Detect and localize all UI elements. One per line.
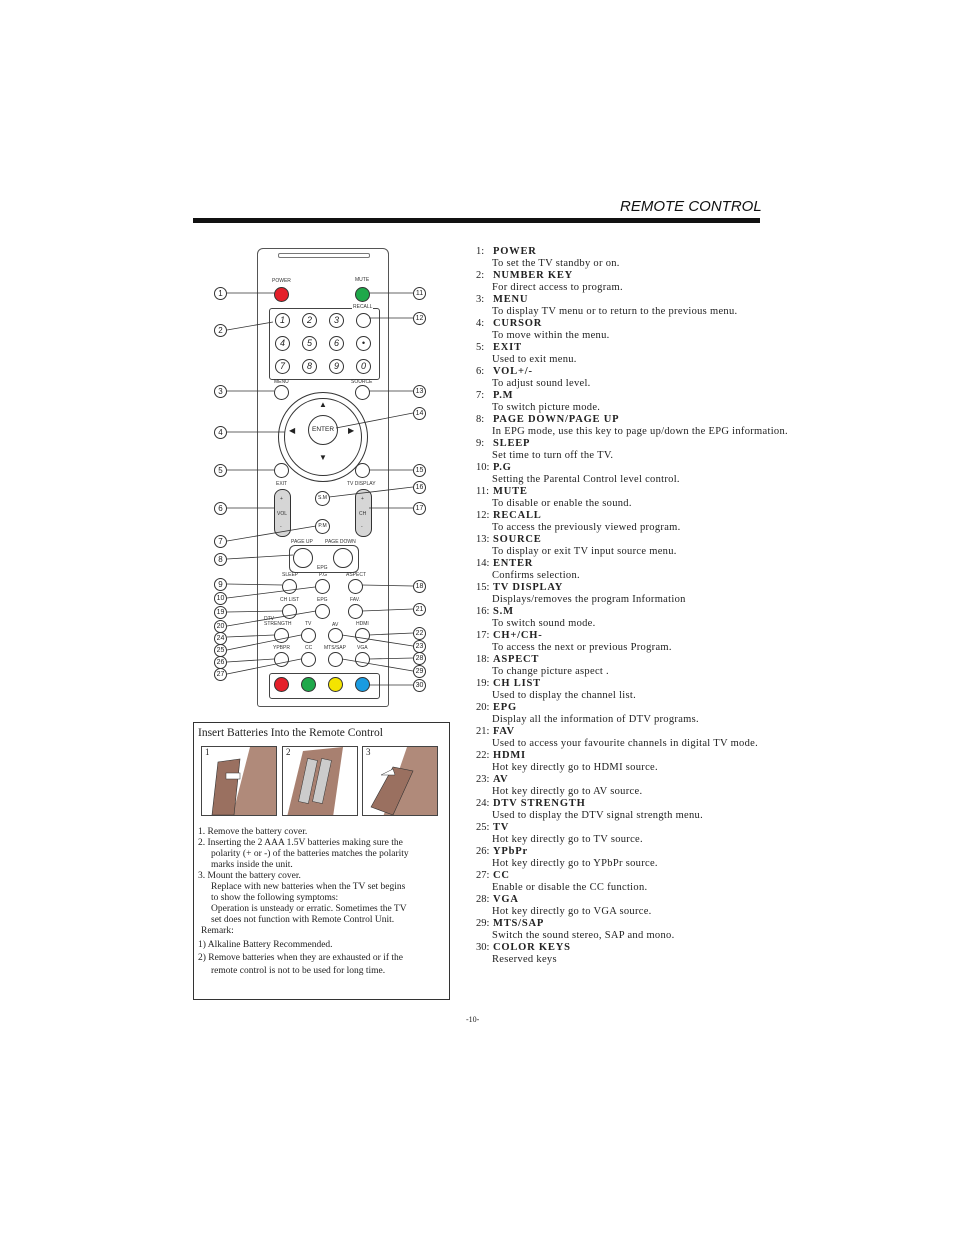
callout-7: 7 xyxy=(214,535,227,548)
page-number: -10- xyxy=(466,1015,480,1024)
item-description: Used to exit menu. xyxy=(492,354,577,365)
battery-step-line: to show the following symptoms: xyxy=(211,893,339,903)
item-number: 6: xyxy=(476,366,485,377)
item-number: 23: xyxy=(476,774,490,785)
item-number: 17: xyxy=(476,630,490,641)
key-description-item xyxy=(476,918,946,942)
item-description: To switch picture mode. xyxy=(492,402,601,413)
cursor-up-icon: ▲ xyxy=(319,400,327,409)
fav-label: FAV. xyxy=(350,597,361,603)
ch-list-label: CH LIST xyxy=(280,597,300,603)
ch-label: CH xyxy=(359,511,367,517)
key-description-item xyxy=(476,342,946,366)
key-description-item xyxy=(476,798,946,822)
item-title: MTS/SAP xyxy=(493,918,545,929)
vol-minus-label: - xyxy=(280,524,282,530)
ch-minus-label: - xyxy=(361,524,363,530)
callout-24: 24 xyxy=(214,632,227,645)
item-title: ENTER xyxy=(493,558,534,569)
item-description: To display or exit TV input source menu. xyxy=(492,546,677,557)
item-title: POWER xyxy=(493,246,537,257)
item-title: CC xyxy=(493,870,510,881)
tv-label: TV xyxy=(305,621,312,627)
item-description: To disable or enable the sound. xyxy=(492,498,632,509)
callout-22: 22 xyxy=(413,627,426,640)
mute-label: MUTE xyxy=(355,277,370,283)
item-number: 21: xyxy=(476,726,490,737)
key-description-item xyxy=(476,606,946,630)
item-description: For direct access to program. xyxy=(492,282,623,293)
key-description-item xyxy=(476,390,946,414)
callout-14: 14 xyxy=(413,407,426,420)
item-title: FAV xyxy=(493,726,515,737)
key-6: 6 xyxy=(329,336,344,351)
callout-18: 18 xyxy=(413,580,426,593)
item-description: Confirms selection. xyxy=(492,570,580,581)
key-description-item xyxy=(476,318,946,342)
item-description: To display TV menu or to return to the previous menu. xyxy=(492,306,738,317)
callout-28: 28 xyxy=(413,652,426,665)
key-description-item xyxy=(476,630,946,654)
item-title: EPG xyxy=(493,702,517,713)
battery-step-number: 1 xyxy=(205,747,210,757)
item-number: 28: xyxy=(476,894,490,905)
item-number: 30: xyxy=(476,942,490,953)
tv-display-label: TV DISPLAY xyxy=(347,481,376,487)
key-description-item xyxy=(476,822,946,846)
item-description: Used to display the DTV signal strength menu. xyxy=(492,810,704,821)
item-title: P.G xyxy=(493,462,512,473)
item-number: 3: xyxy=(476,294,485,305)
key-description-item xyxy=(476,582,946,606)
key-description-item xyxy=(476,654,946,678)
item-title: VGA xyxy=(493,894,519,905)
battery-instructions-box xyxy=(193,722,450,1000)
item-description: To set the TV standby or on. xyxy=(492,258,620,269)
key-description-item xyxy=(476,678,946,702)
av-label: AV xyxy=(332,622,339,628)
battery-step-number: 2 xyxy=(286,747,291,757)
menu-label: MENU xyxy=(274,379,289,385)
item-number: 5: xyxy=(476,342,485,353)
item-title: AV xyxy=(493,774,509,785)
remark-line: remote control is not to be used for long time. xyxy=(211,966,386,976)
callout-16: 16 xyxy=(413,481,426,494)
item-description: To adjust sound level. xyxy=(492,378,591,389)
item-number: 12: xyxy=(476,510,490,521)
enter-button: ENTER xyxy=(308,415,338,445)
battery-step-line: marks inside the unit. xyxy=(211,860,293,870)
callout-12: 12 xyxy=(413,312,426,325)
key-description-item xyxy=(476,486,946,510)
item-number: 10: xyxy=(476,462,490,473)
key-description-item xyxy=(476,726,946,750)
sleep-label: SLEEP xyxy=(282,572,299,578)
key-description-item xyxy=(476,750,946,774)
item-number: 4: xyxy=(476,318,485,329)
item-title: TV DISPLAY xyxy=(493,582,564,593)
key-description-item xyxy=(476,270,946,294)
item-description: To access the previously viewed program. xyxy=(492,522,681,533)
ypbpr-label: YPBPR xyxy=(273,645,290,651)
key-description-item xyxy=(476,870,946,894)
item-description: Display all the information of DTV programs. xyxy=(492,714,699,725)
key-description-item xyxy=(476,558,946,582)
battery-cover-icon xyxy=(202,747,277,816)
key-5: 5 xyxy=(302,336,317,351)
item-title: SOURCE xyxy=(493,534,542,545)
page-up-label: PAGE UP xyxy=(291,539,313,545)
pg-label: P.G xyxy=(319,572,327,578)
callout-2: 2 xyxy=(214,324,227,337)
item-description: Displays/removes the program Information xyxy=(492,594,686,605)
key-4: 4 xyxy=(275,336,290,351)
cursor-down-icon: ▼ xyxy=(319,453,327,462)
remark-line: 2) Remove batteries when they are exhausted or if the xyxy=(198,953,403,963)
callout-3: 3 xyxy=(214,385,227,398)
key-dot: • xyxy=(356,336,371,351)
remark-label: Remark: xyxy=(201,926,234,936)
callout-21: 21 xyxy=(413,603,426,616)
battery-step-2-image xyxy=(282,746,358,816)
exit-label: EXIT xyxy=(276,481,288,487)
item-title: VOL+/- xyxy=(493,366,533,377)
item-number: 19: xyxy=(476,678,490,689)
key-3: 3 xyxy=(329,313,344,328)
power-label: POWER xyxy=(272,278,291,284)
item-description: Reserved keys xyxy=(492,954,557,965)
item-number: 22: xyxy=(476,750,490,761)
ch-plus-label: + xyxy=(361,496,364,502)
item-description: Used to access your favourite channels in digital TV mode. xyxy=(492,738,759,749)
key-description-item xyxy=(476,366,946,390)
item-description: To change picture aspect . xyxy=(492,666,609,677)
item-title: SLEEP xyxy=(493,438,531,449)
item-number: 20: xyxy=(476,702,490,713)
item-title: NUMBER KEY xyxy=(493,270,574,281)
recall-label: RECALL xyxy=(353,304,373,310)
key-description-list xyxy=(476,246,946,966)
item-description: Hot key directly go to AV source. xyxy=(492,786,643,797)
battery-close-icon xyxy=(363,747,438,816)
callout-13: 13 xyxy=(413,385,426,398)
item-number: 7: xyxy=(476,390,485,401)
source-label: SOURCE xyxy=(351,379,373,385)
item-number: 15: xyxy=(476,582,490,593)
item-description: To access the next or previous Program. xyxy=(492,642,672,653)
item-description: Hot key directly go to HDMI source. xyxy=(492,762,658,773)
epg-frame-label: EPG xyxy=(317,565,328,571)
callout-17: 17 xyxy=(413,502,426,515)
item-description: Hot key directly go to TV source. xyxy=(492,834,643,845)
key-1: 1 xyxy=(275,313,290,328)
key-description-item xyxy=(476,702,946,726)
item-number: 8: xyxy=(476,414,485,425)
item-title: S.M xyxy=(493,606,514,617)
callout-20: 20 xyxy=(214,620,227,633)
battery-step-number: 3 xyxy=(366,747,371,757)
item-title: EXIT xyxy=(493,342,522,353)
remark-line: 1) Alkaline Battery Recommended. xyxy=(198,940,333,950)
item-description: Hot key directly go to YPbPr source. xyxy=(492,858,658,869)
key-description-item xyxy=(476,510,946,534)
key-description-item xyxy=(476,246,946,270)
item-title: ASPECT xyxy=(493,654,540,665)
sm-button: S.M xyxy=(315,491,330,506)
battery-step-line: 2. Inserting the 2 AAA 1.5V batteries making sure the xyxy=(198,838,403,848)
callout-15: 15 xyxy=(413,464,426,477)
battery-step-3-image xyxy=(362,746,438,816)
key-description-item xyxy=(476,774,946,798)
key-2: 2 xyxy=(302,313,317,328)
callout-9: 9 xyxy=(214,578,227,591)
item-number: 13: xyxy=(476,534,490,545)
item-description: To move within the menu. xyxy=(492,330,610,341)
item-number: 26: xyxy=(476,846,490,857)
mts-sap-label: MTS/SAP xyxy=(324,645,346,651)
item-description: To switch sound mode. xyxy=(492,618,596,629)
item-description: Setting the Parental Control level control. xyxy=(492,474,680,485)
item-number: 1: xyxy=(476,246,485,257)
item-number: 18: xyxy=(476,654,490,665)
battery-step-line: Replace with new batteries when the TV set begins xyxy=(211,882,406,892)
item-title: YPbPr xyxy=(493,846,528,857)
item-title: TV xyxy=(493,822,510,833)
callout-30: 30 xyxy=(413,679,426,692)
key-7: 7 xyxy=(275,359,290,374)
hdmi-label: HDMI xyxy=(356,621,369,627)
item-number: 16: xyxy=(476,606,490,617)
item-description: Used to display the channel list. xyxy=(492,690,637,701)
item-number: 14: xyxy=(476,558,490,569)
callout-4: 4 xyxy=(214,426,227,439)
battery-steps xyxy=(198,827,444,977)
key-description-item xyxy=(476,294,946,318)
key-description-item xyxy=(476,438,946,462)
callout-25: 25 xyxy=(214,644,227,657)
callout-19: 19 xyxy=(214,606,227,619)
key-description-item xyxy=(476,846,946,870)
item-title: COLOR KEYS xyxy=(493,942,571,953)
item-number: 29: xyxy=(476,918,490,929)
item-number: 2: xyxy=(476,270,485,281)
battery-step-line: 1. Remove the battery cover. xyxy=(198,827,308,837)
key-description-item xyxy=(476,414,946,438)
key-description-item xyxy=(476,942,946,966)
page-down-label: PAGE DOWN xyxy=(325,539,356,545)
callout-10: 10 xyxy=(214,592,227,605)
item-number: 11: xyxy=(476,486,490,497)
item-title: MUTE xyxy=(493,486,528,497)
key-9: 9 xyxy=(329,359,344,374)
item-number: 24: xyxy=(476,798,490,809)
callout-26: 26 xyxy=(214,656,227,669)
item-description: Hot key directly go to VGA source. xyxy=(492,906,652,917)
battery-insert-icon xyxy=(283,747,358,816)
key-description-item xyxy=(476,894,946,918)
key-description-item xyxy=(476,534,946,558)
cc-label: CC xyxy=(305,645,313,651)
battery-step-1-image xyxy=(201,746,277,816)
callout-11: 11 xyxy=(413,287,426,300)
item-title: HDMI xyxy=(493,750,526,761)
callout-1: 1 xyxy=(214,287,227,300)
item-title: CH LIST xyxy=(493,678,541,689)
item-title: P.M xyxy=(493,390,514,401)
item-title: PAGE DOWN/PAGE UP xyxy=(493,414,620,425)
callout-29: 29 xyxy=(413,665,426,678)
item-description: Switch the sound stereo, SAP and mono. xyxy=(492,930,675,941)
item-title: CURSOR xyxy=(493,318,543,329)
callout-23: 23 xyxy=(413,640,426,653)
callout-27: 27 xyxy=(214,668,227,681)
vol-plus-label: + xyxy=(280,496,283,502)
callout-5: 5 xyxy=(214,464,227,477)
battery-step-line: set does not function with Remote Control Unit. xyxy=(211,915,395,925)
battery-step-line: Operation is unsteady or erratic. Sometimes the TV xyxy=(211,904,407,914)
item-title: CH+/CH- xyxy=(493,630,543,641)
vga-label: VGA xyxy=(357,645,368,651)
item-description: Set time to turn off the TV. xyxy=(492,450,614,461)
battery-step-line: polarity (+ or -) of the batteries matches the polarity xyxy=(211,849,409,859)
callout-8: 8 xyxy=(214,553,227,566)
cursor-left-icon: ◀ xyxy=(289,426,296,435)
item-description: In EPG mode, use this key to page up/down the EPG information. xyxy=(492,426,788,437)
item-title: DTV STRENGTH xyxy=(493,798,586,809)
page-header-title: REMOTE CONTROL xyxy=(620,198,762,215)
item-number: 27: xyxy=(476,870,490,881)
epg-label: EPG xyxy=(317,597,328,603)
cursor-right-icon: ▶ xyxy=(348,426,355,435)
item-description: Enable or disable the CC function. xyxy=(492,882,648,893)
item-title: RECALL xyxy=(493,510,542,521)
key-description-item xyxy=(476,462,946,486)
key-8: 8 xyxy=(302,359,317,374)
aspect-label: ASPECT xyxy=(346,572,367,578)
key-0: 0 xyxy=(356,359,371,374)
battery-title: Insert Batteries Into the Remote Control xyxy=(198,727,383,739)
dtv-strength-label: DTV STRENGTH xyxy=(264,616,292,627)
item-title: MENU xyxy=(493,294,529,305)
battery-step-line: 3. Mount the battery cover. xyxy=(198,871,301,881)
callout-6: 6 xyxy=(214,502,227,515)
pm-button: P.M xyxy=(315,519,330,534)
item-number: 25: xyxy=(476,822,490,833)
item-number: 9: xyxy=(476,438,485,449)
vol-label: VOL xyxy=(277,511,288,517)
